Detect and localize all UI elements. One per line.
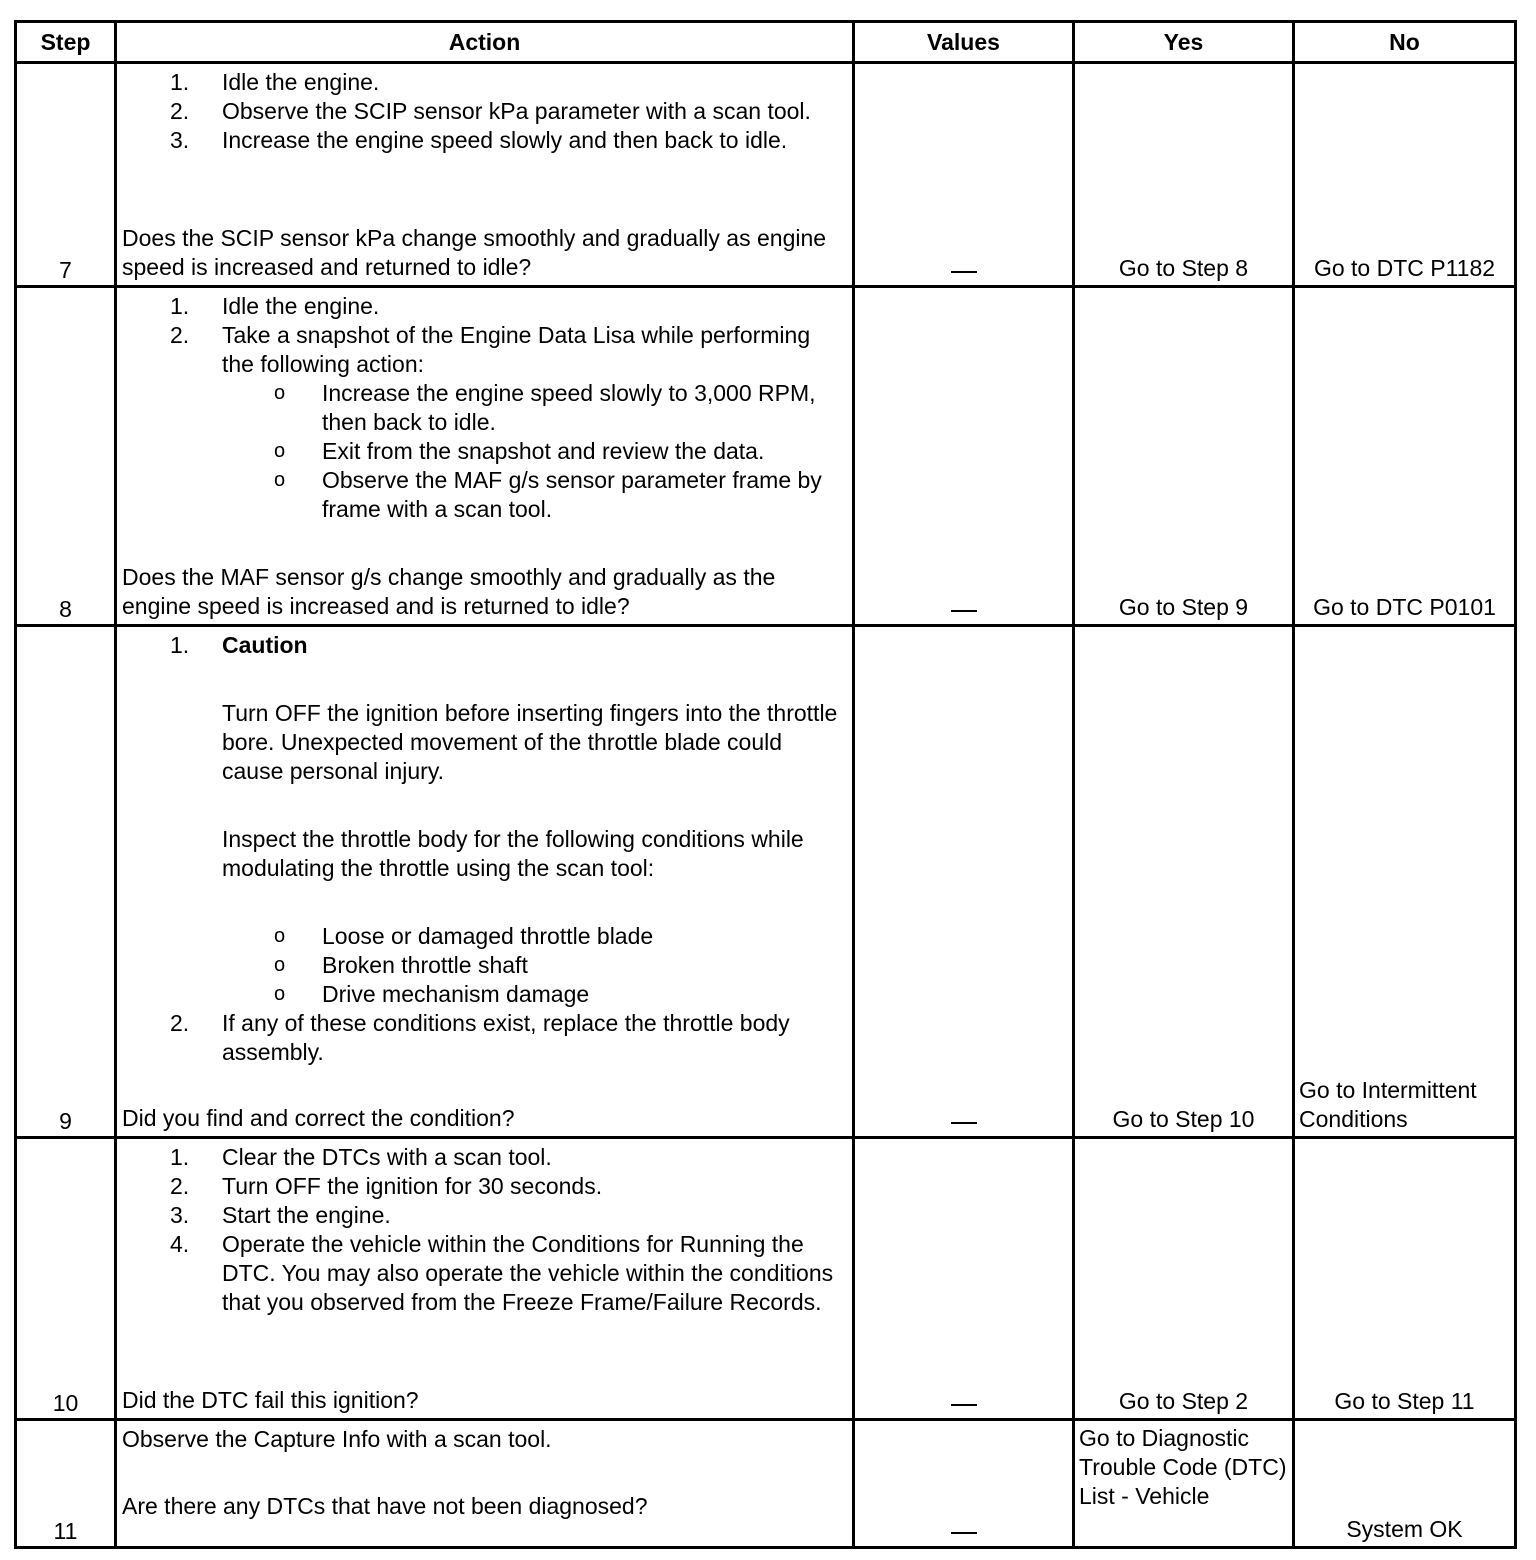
action-text: Observe the Capture Info with a scan tool. [122,1426,552,1452]
table-row-step-10 [16,1138,1516,1420]
values-cell [854,1420,1074,1548]
list-item: 3. Increase the engine speed slowly and then back to idle. [170,127,788,153]
sub-list-item: o Drive mechanism damage [274,981,590,1007]
yes-cell: Go to Step 10 [1074,626,1294,1138]
no-cell: Go to DTC P1182 [1294,63,1516,287]
inspect-text: Inspect the throttle body for the following conditions while modulating the throttle using the scan tool: [222,826,804,881]
step-number: 9 [16,626,116,1138]
sub-list-item: o Increase the engine speed slowly to 3,000 RPM, then back to idle. [274,380,816,435]
values-cell [854,287,1074,626]
action-cell [116,1420,854,1548]
sub-list [222,379,848,524]
yes-cell: Go to Diagnostic Trouble Code (DTC) List - Vehicle [1074,1420,1294,1548]
em-dash [951,1404,977,1406]
table-row-step-9 [16,626,1516,1138]
yes-cell: Go to Step 8 [1074,63,1294,287]
list-item: 1. Clear the DTCs with a scan tool. [170,1144,552,1170]
list-item: 1. Idle the engine. [170,69,380,95]
em-dash [951,1532,977,1534]
question-text: Did you find and correct the condition? [122,1105,515,1131]
sub-list-item: o Broken throttle shaft [274,952,528,978]
list-item: 2. If any of these conditions exist, replace the throttle body assembly. [170,1010,790,1065]
action-list [122,68,848,155]
step-number: 7 [16,63,116,287]
em-dash [951,610,977,612]
values-cell [854,63,1074,287]
em-dash [951,1122,977,1124]
question-text: Did the DTC fail this ignition? [122,1387,419,1413]
list-item: 2. Take a snapshot of the Engine Data Lisa while performing the following action: o Increase the engine speed slowly to 3,000 RPM, then back to idle. o Exit from the snapshot and review the data. o Observe the MAF g/s sensor parameter frame by frame with a scan tool. [122,321,848,524]
sub-list-item: o Observe the MAF g/s sensor parameter frame by frame with a scan tool. [274,467,822,522]
step-number: 11 [16,1420,116,1548]
list-item: 4. Operate the vehicle within the Conditions for Running the DTC. You may also operate the vehicle within the conditions that you observed from the Freeze Frame/Failure Records. [170,1231,834,1315]
list-item: 2. Turn OFF the ignition for 30 seconds. [170,1173,603,1199]
header-row [16,22,1516,63]
em-dash [951,271,977,273]
table-row-step-8 [16,287,1516,626]
yes-cell: Go to Step 9 [1074,287,1294,626]
caution-text: Turn OFF the ignition before inserting fingers into the throttle bore. Unexpected movement of the throttle blade could cause personal injury. [222,700,838,784]
no-cell: System OK [1294,1420,1516,1548]
action-cell [116,63,854,287]
no-cell: Go to Intermittent Conditions [1294,626,1516,1138]
no-cell: Go to DTC P0101 [1294,287,1516,626]
header-step: Step [16,22,116,63]
action-cell [116,287,854,626]
header-yes: Yes [1074,22,1294,63]
question-text: Are there any DTCs that have not been diagnosed? [122,1493,648,1519]
step-number: 10 [16,1138,116,1420]
sub-list [222,922,848,1009]
sub-list-item: o Exit from the snapshot and review the data. [274,438,765,464]
action-list [122,631,848,1067]
question-text: Does the SCIP sensor kPa change smoothly and gradually as engine speed is increased and returned to idle? [122,225,827,280]
list-item: 1. Caution Turn OFF the ignition before inserting fingers into the throttle bore. Unexpected movement of the throttle blade could cause personal injury. Inspect the throttle body for the following conditions while modulating the throttle using the scan tool: o Loose or damaged throttle blade o Broken throttle shaft o Drive mechanism damage [122,631,848,1009]
header-no: No [1294,22,1516,63]
action-cell [116,1138,854,1420]
header-values: Values [854,22,1074,63]
list-item: 2. Observe the SCIP sensor kPa parameter with a scan tool. [170,98,811,124]
action-list [122,1143,848,1317]
action-cell [116,626,854,1138]
values-cell [854,1138,1074,1420]
list-item: 3. Start the engine. [170,1202,391,1228]
header-action: Action [116,22,854,63]
step-number: 8 [16,287,116,626]
no-cell: Go to Step 11 [1294,1138,1516,1420]
list-item: 1. Idle the engine. [170,293,380,319]
yes-cell: Go to Step 2 [1074,1138,1294,1420]
sub-list-item: o Loose or damaged throttle blade [274,923,654,949]
table-row-step-7 [16,63,1516,287]
table-row-step-11 [16,1420,1516,1548]
values-cell [854,626,1074,1138]
caution-title: Caution [222,632,308,658]
question-text: Does the MAF sensor g/s change smoothly and gradually as the engine speed is increased and is returned to idle? [122,564,776,619]
diagnostic-table [14,20,1517,1549]
action-list [122,292,848,524]
